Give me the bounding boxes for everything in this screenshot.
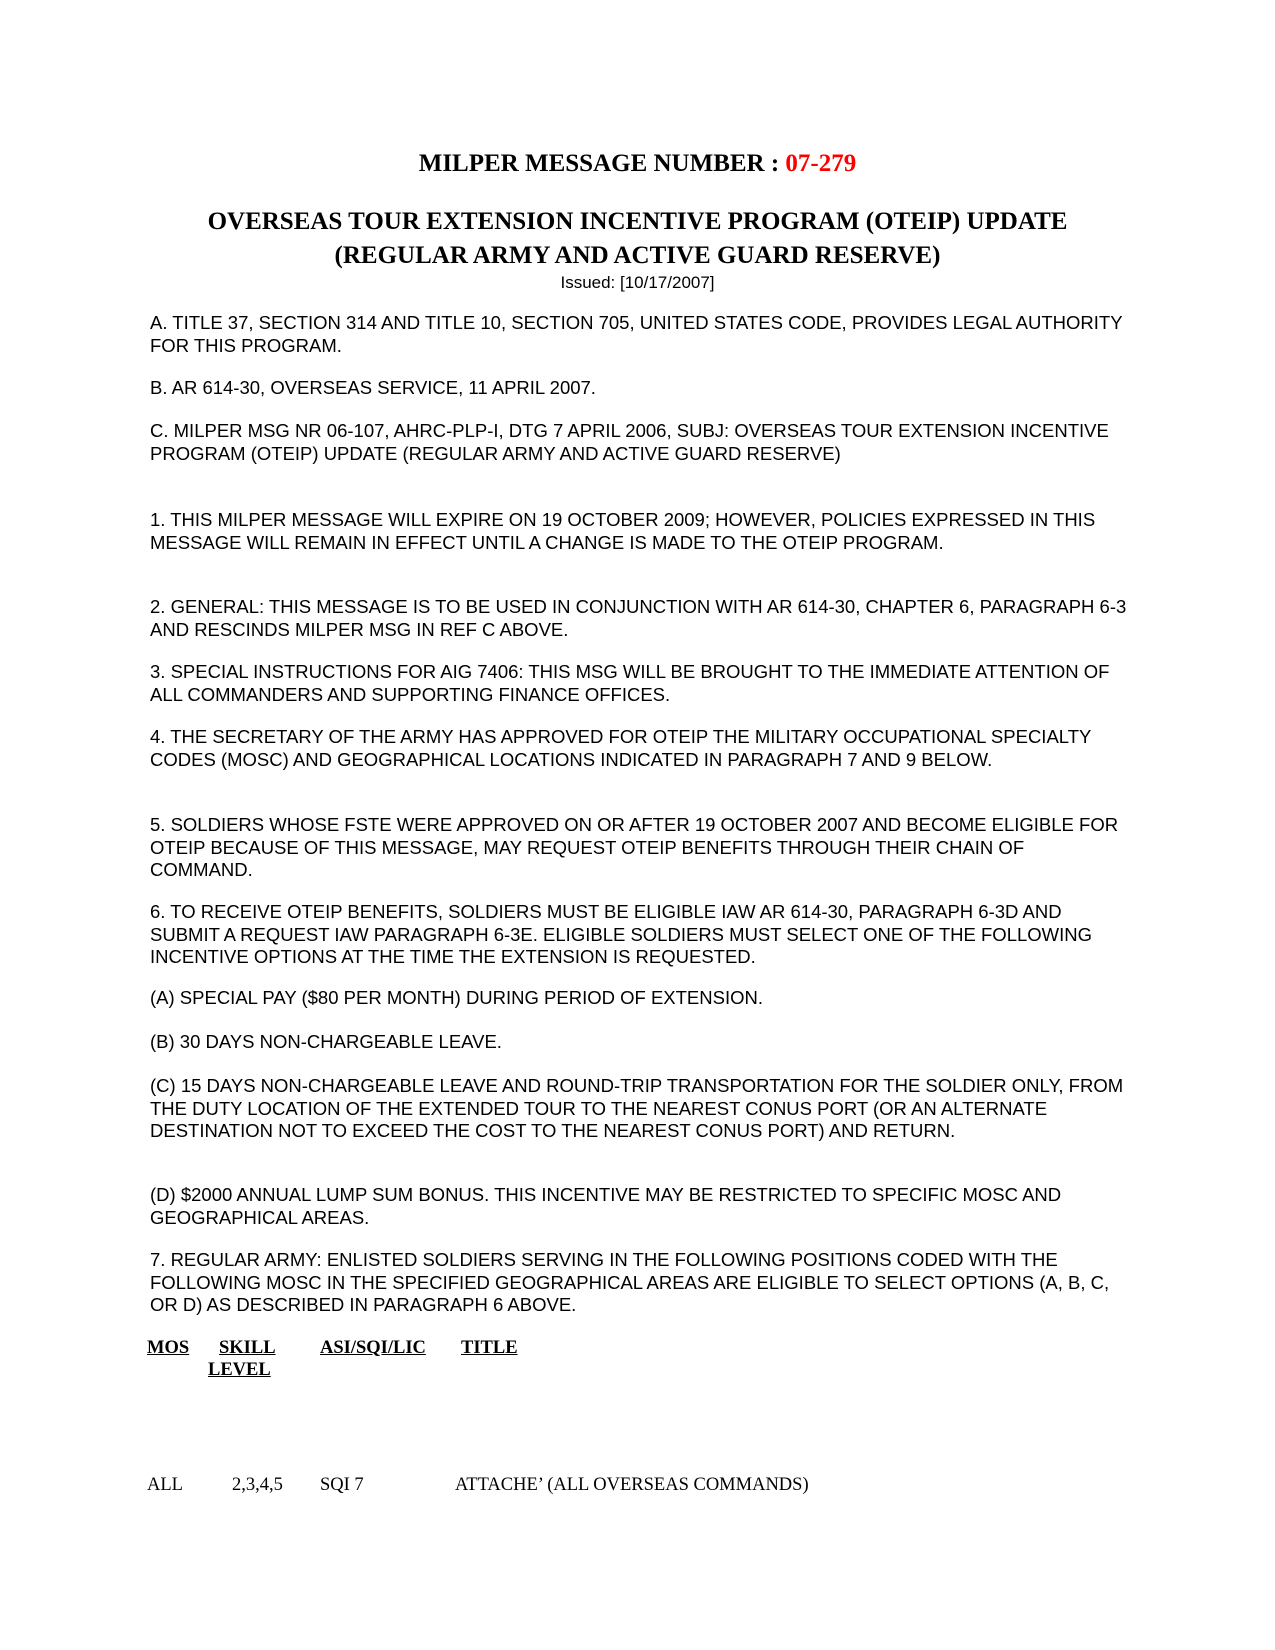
table-row-1-asi: SQI 7 (320, 1475, 364, 1495)
paragraph-6: 6. TO RECEIVE OTEIP BENEFITS, SOLDIERS MUST BE ELIGIBLE IAW AR 614-30, PARAGRAPH 6-3D AND SUBMIT A REQUEST IAW PARAGRAPH 6-3E. ELIGIBLE SOLDIERS MUST SELECT ONE OF THE FOLLOWING INCENTIVE OPTIONS AT THE TIME THE EXTENSION IS REQUESTED. (150, 901, 1093, 967)
option-c: (C) 15 DAYS NON-CHARGEABLE LEAVE AND ROUND-TRIP TRANSPORTATION FOR THE SOLDIER ONLY, FROM THE DUTY LOCATION OF THE EXTENDED TOUR TO THE NEAREST CONUS PORT (OR AN ALTERNATE DESTINATION NOT TO EXCEED THE COST TO THE NEAREST CONUS PORT) AND RETURN. (150, 1075, 1124, 1141)
reference-c: C. MILPER MSG NR 06-107, AHRC-PLP-I, DTG 7 APRIL 2006, SUBJ: OVERSEAS TOUR EXTENSION INCENTIVE PROGRAM (OTEIP) UPDATE (REGULAR ARMY AND ACTIVE GUARD RESERVE) (150, 420, 1109, 464)
table-row-1-title: ATTACHE’ (ALL OVERSEAS COMMANDS) (455, 1475, 809, 1495)
paragraph-4: 4. THE SECRETARY OF THE ARMY HAS APPROVED FOR OTEIP THE MILITARY OCCUPATIONAL SPECIALTY CODES (MOSC) AND GEOGRAPHICAL LOCATIONS INDICATED IN PARAGRAPH 7 AND 9 BELOW. (150, 726, 1092, 770)
table-header-level: LEVEL (208, 1360, 271, 1380)
option-a: (A) SPECIAL PAY ($80 PER MONTH) DURING PERIOD OF EXTENSION. (150, 987, 764, 1008)
reference-a: A. TITLE 37, SECTION 314 AND TITLE 10, SECTION 705, UNITED STATES CODE, PROVIDES LEGAL AUTHORITY FOR THIS PROGRAM. (150, 312, 1123, 356)
option-b: (B) 30 DAYS NON-CHARGEABLE LEAVE. (150, 1031, 502, 1052)
paragraph-7: 7. REGULAR ARMY: ENLISTED SOLDIERS SERVING IN THE FOLLOWING POSITIONS CODED WITH THE FOLLOWING MOSC IN THE SPECIFIED GEOGRAPHICAL AREAS ARE ELIGIBLE TO SELECT OPTIONS (A, B, C, OR D) AS DESCRIBED IN PARAGRAPH 6 ABOVE. (150, 1249, 1110, 1315)
message-number-heading (0, 148, 1275, 180)
table-row-1-mos: ALL (147, 1475, 183, 1495)
table-header-asi-sqi-lic: ASI/SQI/LIC (320, 1338, 426, 1358)
subject-title-line-2: (REGULAR ARMY AND ACTIVE GUARD RESERVE) (334, 242, 941, 269)
message-number-label: MILPER MESSAGE NUMBER : (418, 150, 786, 177)
paragraph-2: 2. GENERAL: THIS MESSAGE IS TO BE USED IN CONJUNCTION WITH AR 614-30, CHAPTER 6, PARAGRAPH 6-3 AND RESCINDS MILPER MSG IN REF C ABOVE. (150, 596, 1127, 640)
table-row-1-skill-level: 2,3,4,5 (232, 1475, 283, 1495)
paragraph-1: 1. THIS MILPER MESSAGE WILL EXPIRE ON 19 OCTOBER 2009; HOWEVER, POLICIES EXPRESSED IN THIS MESSAGE WILL REMAIN IN EFFECT UNTIL A CHANGE IS MADE TO THE OTEIP PROGRAM. (150, 509, 1096, 553)
paragraph-5: 5. SOLDIERS WHOSE FSTE WERE APPROVED ON OR AFTER 19 OCTOBER 2007 AND BECOME ELIGIBLE FOR OTEIP BECAUSE OF THIS MESSAGE, MAY REQUEST OTEIP BENEFITS THROUGH THEIR CHAIN OF COMMAND. (150, 814, 1119, 880)
table-header-title: TITLE (461, 1338, 518, 1358)
table-header-skill: SKILL (219, 1338, 276, 1358)
paragraph-3: 3. SPECIAL INSTRUCTIONS FOR AIG 7406: THIS MSG WILL BE BROUGHT TO THE IMMEDIATE ATTENTION OF ALL COMMANDERS AND SUPPORTING FINANCE OFFICES. (150, 661, 1110, 705)
table-header-mos: MOS (147, 1338, 190, 1358)
reference-b: B. AR 614-30, OVERSEAS SERVICE, 11 APRIL 2007. (150, 377, 596, 398)
subject-title-line-1: OVERSEAS TOUR EXTENSION INCENTIVE PROGRAM (OTEIP) UPDATE (207, 208, 1068, 235)
option-d: (D) $2000 ANNUAL LUMP SUM BONUS. THIS INCENTIVE MAY BE RESTRICTED TO SPECIFIC MOSC AND GEOGRAPHICAL AREAS. (150, 1184, 1062, 1228)
message-number-value: 07-279 (785, 150, 857, 177)
issued-date: Issued: [10/17/2007] (560, 273, 715, 292)
